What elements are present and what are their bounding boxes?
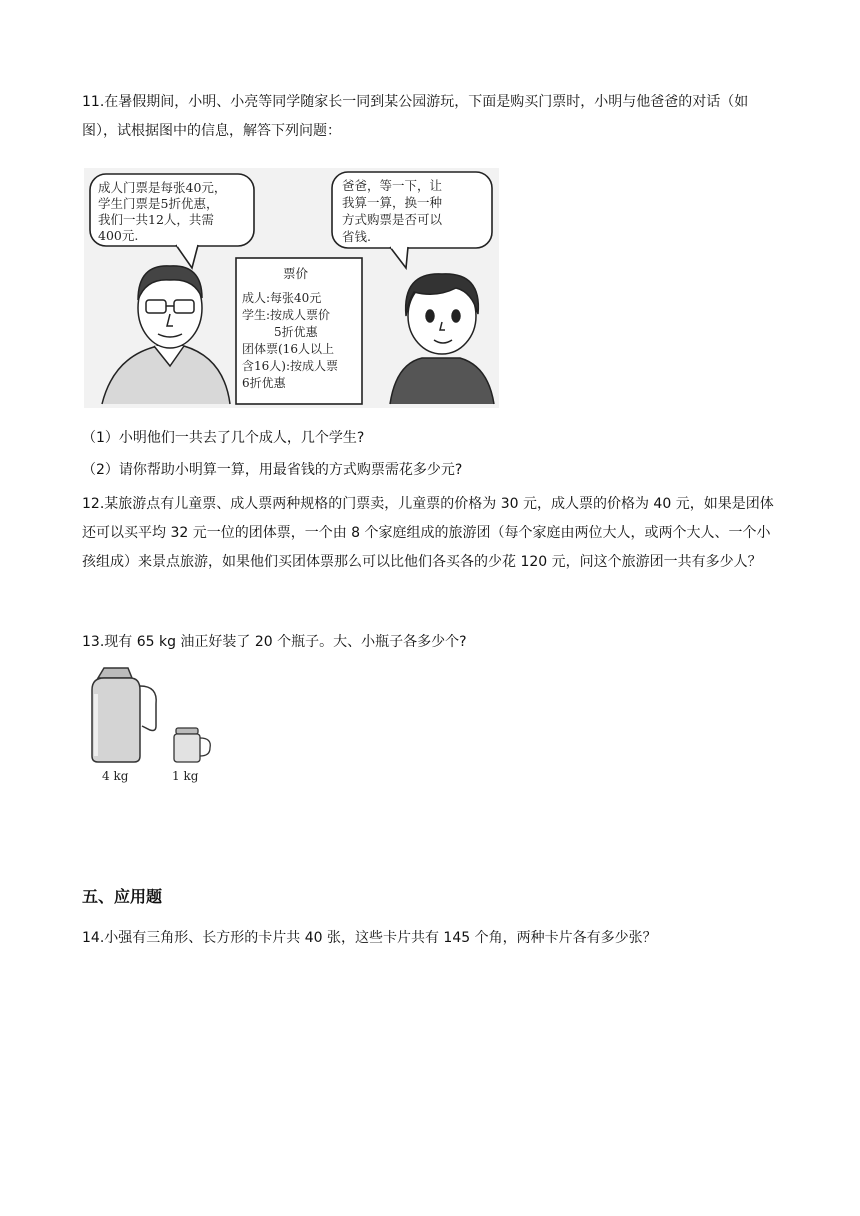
sign-line: 6折优惠 [242,376,286,390]
father-bubble-line: 400元. [98,228,139,243]
ticket-dialog-illustration [84,168,499,408]
sign-line: 含16人):按成人票 [242,359,338,373]
sign-line: 团体票(16人以上 [242,342,334,356]
small-bottle-icon [174,728,210,762]
oil-bottles-illustration [84,664,224,788]
big-bottle-label: 4 kg [102,769,129,783]
q11-text: 11.在暑假期间，小明、小亮等同学随家长一同到某公园游玩，下面是购买门票时，小明与他爸爸的对话（如图），试根据图中的信息，解答下列问题： [82,94,749,139]
q11-sub2: （2）请你帮助小明算一算，用最省钱的方式购票需花多少元? [82,462,463,478]
q12-text: 12.某旅游点有儿童票、成人票两种规格的门票卖，儿童票的价格为 30 元，成人票的价格为 40 元，如果是团体还可以买平均 32 元一位的团体票，一个由 8 个家庭组成的旅游团（每个家庭由两位大人，或两个大人、一个小孩组成）来景点旅游，如果他们买团体票那么可以比他们各买各的少花 120 元，问这个旅游团一共有多少人？ [82,496,774,570]
section-heading: 五、应用题 [82,887,163,906]
sign-line: 5折优惠 [274,325,318,339]
son-bubble-line: 省钱. [342,229,371,244]
sign-line: 学生:按成人票价 [242,308,331,322]
small-bottle-label: 1 kg [172,769,199,783]
q14-text: 14.小强有三角形、长方形的卡片共 40 张，这些卡片共有 145 个角，两种卡片各有多少张？ [82,930,657,946]
father-bubble-line: 我们一共12人，共需 [98,212,214,227]
father-bubble-line: 成人门票是每张40元， [98,180,227,195]
son-bubble-line: 方式购票是否可以 [342,212,443,227]
sign-title: 票价 [283,266,309,281]
ticket-price-sign [236,258,362,404]
sign-line: 成人:每张40元 [242,291,322,305]
q13-text: 13.现有 65 kg 油正好装了 20 个瓶子。大、小瓶子各多少个? [82,634,467,650]
big-bottle-icon [92,668,156,762]
son-bubble-line: 爸爸，等一下，让 [342,178,443,193]
son-bubble-line: 我算一算，换一种 [342,195,443,210]
q11-sub1: （1）小明他们一共去了几个成人，几个学生? [82,430,365,446]
father-bubble-line: 学生门票是5折优惠， [98,196,219,211]
